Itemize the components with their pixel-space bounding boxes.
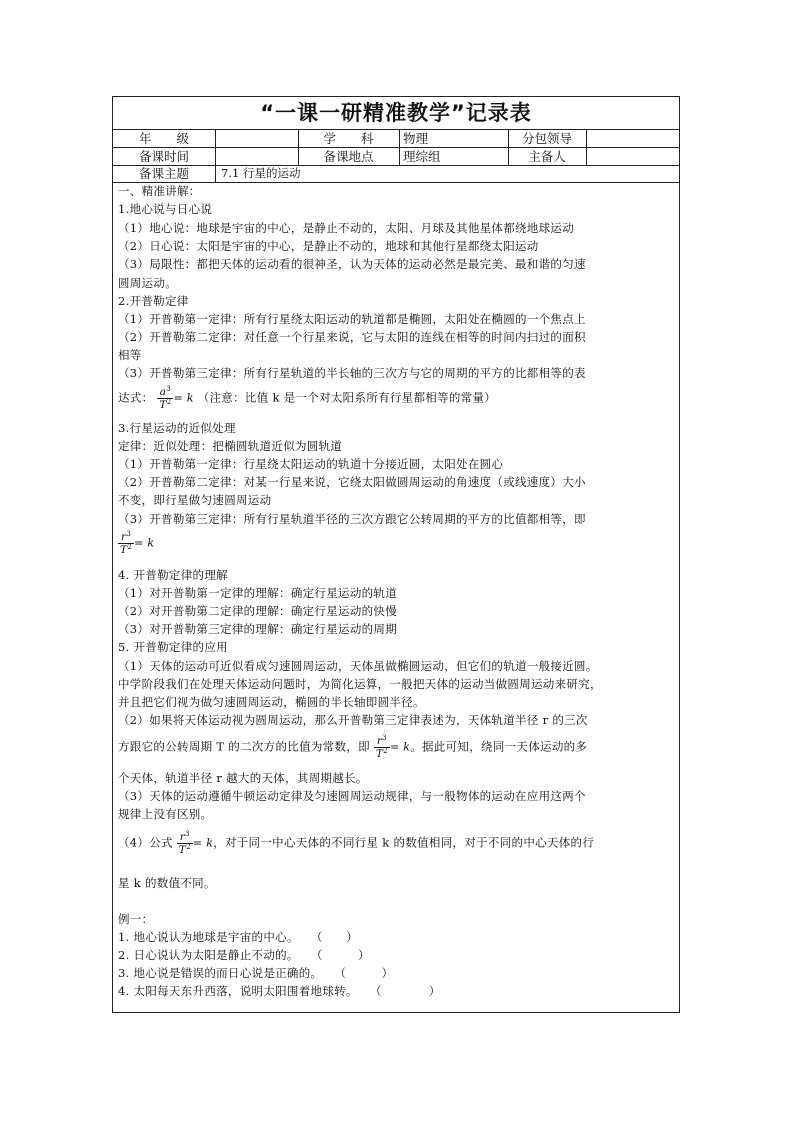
paragraph: （3）天体的运动遵循牛顿运动定律及匀速圆周运动规律，与一般物体的运动在应用这两个: [118, 789, 586, 803]
text: （注意：比值 k 是一个对太阳系所有行星都相等的常量）: [197, 390, 497, 405]
heading-5: 5. 开普勒定律的应用: [118, 640, 228, 654]
formula-line: [118, 735, 587, 760]
formula-r3-over-T2: $\frac{r^3}{T^2}$: [375, 734, 388, 760]
text: 达式：: [118, 390, 154, 405]
example-item: 3. 地心说是错误的而日心说是正确的。 （ ）: [118, 966, 394, 980]
paragraph: 相等: [118, 348, 142, 362]
heading-2: 2.开普勒定律: [118, 294, 189, 308]
paragraph: （1）开普勒第一定律：所有行星绕太阳运动的轨道都是椭圆，太阳处在椭圆的一个焦点上: [118, 312, 586, 326]
paragraph: 不变，即行星做匀速圆周运动: [118, 493, 272, 507]
text: ，对于同一中心天体的不同行星 k 的数值相同，对于不同的中心天体的行: [213, 835, 595, 850]
column-divider: [215, 129, 216, 182]
formula-line: [118, 386, 496, 411]
paragraph: 圆周运动。: [118, 276, 177, 290]
formula-r3-over-T2: $\frac{r^3}{T^2}$: [178, 830, 191, 856]
page-title: “一课一研精准教学”记录表: [260, 101, 532, 125]
paragraph: 定律：近似处理：把椭圆轨道近似为圆轨道: [118, 439, 343, 453]
paragraph: 个天体，轨道半径 r 越大的天体，其周期越长。: [118, 771, 368, 785]
paragraph: （1）天体的运动可近似看成匀速圆周运动，天体虽做椭圆运动，但它们的轨道一般接近圆。: [118, 659, 598, 673]
example-item: 2. 日心说认为太阳是静止不动的。 （ ）: [118, 948, 370, 962]
column-divider: [586, 129, 587, 165]
formula-r3-over-T2: $\frac{r^3}{T^2}$: [120, 530, 133, 556]
subject-value[interactable]: 物理: [403, 131, 429, 146]
example-title: 例一：: [118, 912, 154, 926]
paragraph: （3）开普勒第三定律：所有行星轨道的半长轴的三次方与它的周期的平方的比都相等的表: [118, 366, 586, 380]
equals-k: = k: [173, 391, 194, 405]
equals-k: = k: [192, 836, 214, 850]
paragraph: 星 k 的数值不同。: [118, 876, 216, 890]
equals-k: = k: [389, 740, 411, 754]
equals-k: = k: [134, 536, 155, 550]
section-title: 一、精准讲解：: [118, 184, 201, 198]
text: 。据此可知，绕同一天体运动的多: [410, 739, 588, 754]
paragraph: （2）对开普勒第二定律的理解：确定行星运动的快慢: [118, 604, 398, 618]
formula-line: [118, 531, 154, 556]
place-label: 备课地点: [323, 149, 374, 164]
paragraph: 规律上没有区别。: [118, 807, 213, 821]
time-label: 备课时间: [138, 149, 189, 164]
subject-label: 学 科: [323, 131, 374, 146]
paragraph: （2）日心说：太阳是宇宙的中心，是静止不动的，地球和其他行星都绕太阳运动: [118, 239, 539, 253]
place-value[interactable]: 理综组: [403, 149, 441, 164]
formula-line: [118, 831, 594, 856]
grade-label: 年 级: [138, 131, 189, 146]
paragraph: （1）地心说：地球是宇宙的中心，是静止不动的，太阳、月球及其他星体都绕地球运动: [118, 221, 575, 235]
paragraph: （3）局限性：都把天体的运动看的很神圣，认为天体的运动必然是最完美、最和谐的匀速: [118, 257, 586, 271]
paragraph: （3）开普勒第三定律：所有行星轨道半径的三次方跟它公转周期的平方的比值都相等，即: [118, 512, 586, 526]
formula-a3-over-T2: $\frac{a^3}{T^2}$: [159, 385, 172, 411]
topic-value[interactable]: 7.1 行星的运动: [221, 166, 301, 180]
paragraph: （2）开普勒第二定律：对任意一个行星来说，它与太阳的连线在相等的时间内扫过的面积: [118, 330, 586, 344]
topic-label: 备课主题: [138, 166, 189, 181]
example-item: 1. 地心说认为地球是宇宙的中心。 （ ）: [118, 930, 359, 944]
paragraph: （3）对开普勒第三定律的理解：确定行星运动的周期: [118, 622, 398, 636]
main-preparer-label: 主备人: [528, 149, 566, 164]
heading-1: 1.地心说与日心说: [118, 202, 213, 216]
paragraph: 并且把它们视为做匀速圆周运动，椭圆的半长轴即圆半径。: [118, 695, 425, 709]
column-divider: [399, 129, 400, 165]
text: 方跟它的公转周期 T 的二次方的比值为常数，即: [118, 739, 370, 754]
heading-4: 4. 开普勒定律的理解: [118, 568, 228, 582]
leader-label: 分包领导: [521, 131, 572, 146]
paragraph: （2）如果将天体运动视为圆周运动，那么开普勒第三定律表述为，天体轨道半径 r 的三次: [118, 713, 588, 727]
heading-3: 3.行星运动的近似处理: [118, 421, 236, 435]
example-item: 4. 太阳每天东升西落，说明太阳围着地球转。 （ ）: [118, 984, 441, 998]
paragraph: （2）开普勒第二定律：对某一行星来说，它绕太阳做圆周运动的角速度（或线速度）大小: [118, 475, 586, 489]
text: （4）公式: [118, 835, 173, 850]
paragraph: （1）对开普勒第一定律的理解：确定行星运动的轨道: [118, 586, 398, 600]
record-sheet: [112, 96, 680, 1013]
paragraph: （1）开普勒第一定律：行星绕太阳运动的轨道十分接近圆，太阳处在圆心: [118, 457, 504, 471]
paragraph: 中学阶段我们在处理天体运动问题时，为简化运算，一般把天体的运动当做圆周运动来研究，: [118, 677, 602, 691]
